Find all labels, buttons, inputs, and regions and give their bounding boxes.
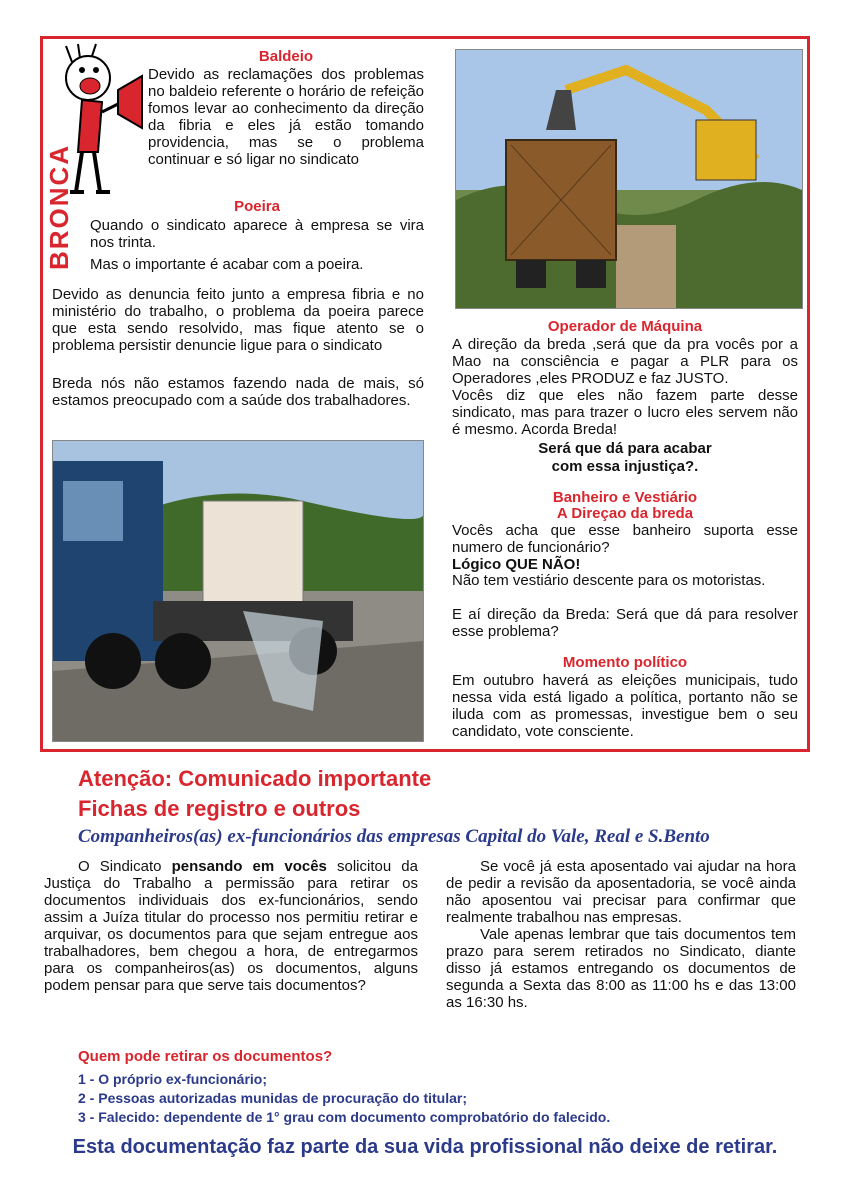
baldeio-title: Baldeio	[258, 48, 314, 65]
list-item: 3 - Falecido: dependente de 1° grau com documento comprobatório do falecido.	[78, 1109, 611, 1125]
col2-p1: Se você já esta aposentado vai ajudar na hora de pedir a revisão da aposentadoria, se você ainda não aposentou vai precisar para confirmar que realmente trabalhou nas empresas.	[446, 858, 796, 926]
notice-title1: Atenção: Comunicado importante	[78, 766, 432, 791]
col1-lead: O Sindicato	[78, 858, 172, 875]
poeira-para: Devido as denuncia feito junto a empresa fibria e no ministério do trabalho, o problema da poeira parece que esta sendo resolvido, mas fique atento se o problema persistir denuncie ligue para o sindicato	[52, 286, 424, 354]
operador-title: Operador de Máquina	[547, 318, 703, 335]
col2-p2: Vale apenas lembrar que tais documentos tem prazo para serem retirados no Sindicato, diante disso já estamos entregando os documentos de segunda a Sexta das 8:00 as 11:00 hs e das 13:00 as 16:30 hs.	[446, 926, 796, 1011]
excavator-photo	[455, 49, 803, 309]
banheiro-text1: Vocês acha que esse banheiro suporta esse numero de funcionário?	[452, 522, 798, 556]
notice-col2	[446, 858, 796, 1011]
operador-text: A direção da breda ,será que da pra vocês por a Mao na consciência e pagar a PLR para os Operadores ,eles PRODUZ e faz JUSTO.	[452, 336, 798, 387]
operador-bold2: com essa injustiça?.	[551, 458, 699, 475]
footer-message: Esta documentação faz parte da sua vida profissional não deixe de retirar.	[72, 1136, 778, 1158]
col1-bold: pensando em vocês	[171, 858, 327, 875]
banheiro-bold: Lógico QUE NÃO!	[452, 556, 581, 573]
poeira-line2: Mas o importante é acabar com a poeira.	[90, 256, 364, 273]
banheiro-title1: Banheiro e Vestiário	[552, 489, 698, 506]
operador-bold1: Será que dá para acabar	[538, 440, 712, 457]
banheiro-text2: Não tem vestiário descente para os motoristas.	[452, 572, 766, 589]
banheiro-text3: E aí direção da Breda: Será que dá para resolver esse problema?	[452, 606, 798, 640]
banheiro-title2: A Direçao da breda	[556, 505, 694, 522]
list-item: 1 - O próprio ex-funcionário;	[78, 1071, 268, 1087]
politico-text: Em outubro haverá as eleições municipais, tudo nessa vida está ligado a política, portanto não se iluda com as promessas, investigue bem o seu candidato, vote consciente.	[452, 672, 798, 740]
notice-col1	[44, 858, 418, 994]
poeira-line1: Quando o sindicato aparece à empresa se vira nos trinta.	[90, 217, 424, 251]
list-title: Quem pode retirar os documentos?	[78, 1048, 333, 1065]
poeira-para2: Breda nós não estamos fazendo nada de mais, só estamos preocupado com a saúde dos trabalhadores.	[52, 375, 424, 409]
col1-rest: solicitou da Justiça do Trabalho a permissão para retirar os documentos individuais dos ex-funcionários, sendo assim a Juíza titular do processo nos permitiu retirar e arquivar, os documentos para que sejam entregue aos trabalhadores, bem chegou a hora, de entregarmos para os companheiros(as) os documentos, alguns podem pensar para que serve tais documentos?	[44, 858, 418, 994]
list-item: 2 - Pessoas autorizadas munidas de procuração do titular;	[78, 1090, 467, 1106]
operador-text2: Vocês diz que eles não fazem parte desse sindicato, mas para trazer o lucro eles servem não é mesmo. Acorda Breda!	[452, 387, 798, 438]
notice-subtitle: Companheiros(as) ex-funcionários das empresas Capital do Vale, Real e S.Bento	[78, 826, 710, 847]
bronca-label: BRONCA	[44, 143, 74, 270]
baldeio-text: Devido as reclamações dos problemas no baldeio referente o horário de refeição fomos levar ao conhecimento da direção da fibria e eles já estão tomando providencia, mas se o problema continuar e só ligar no sindicato	[148, 66, 424, 168]
water-truck-photo	[52, 440, 424, 742]
politico-title: Momento político	[562, 654, 688, 671]
poeira-title: Poeira	[234, 198, 280, 215]
notice-title2: Fichas de registro e outros	[78, 796, 361, 821]
